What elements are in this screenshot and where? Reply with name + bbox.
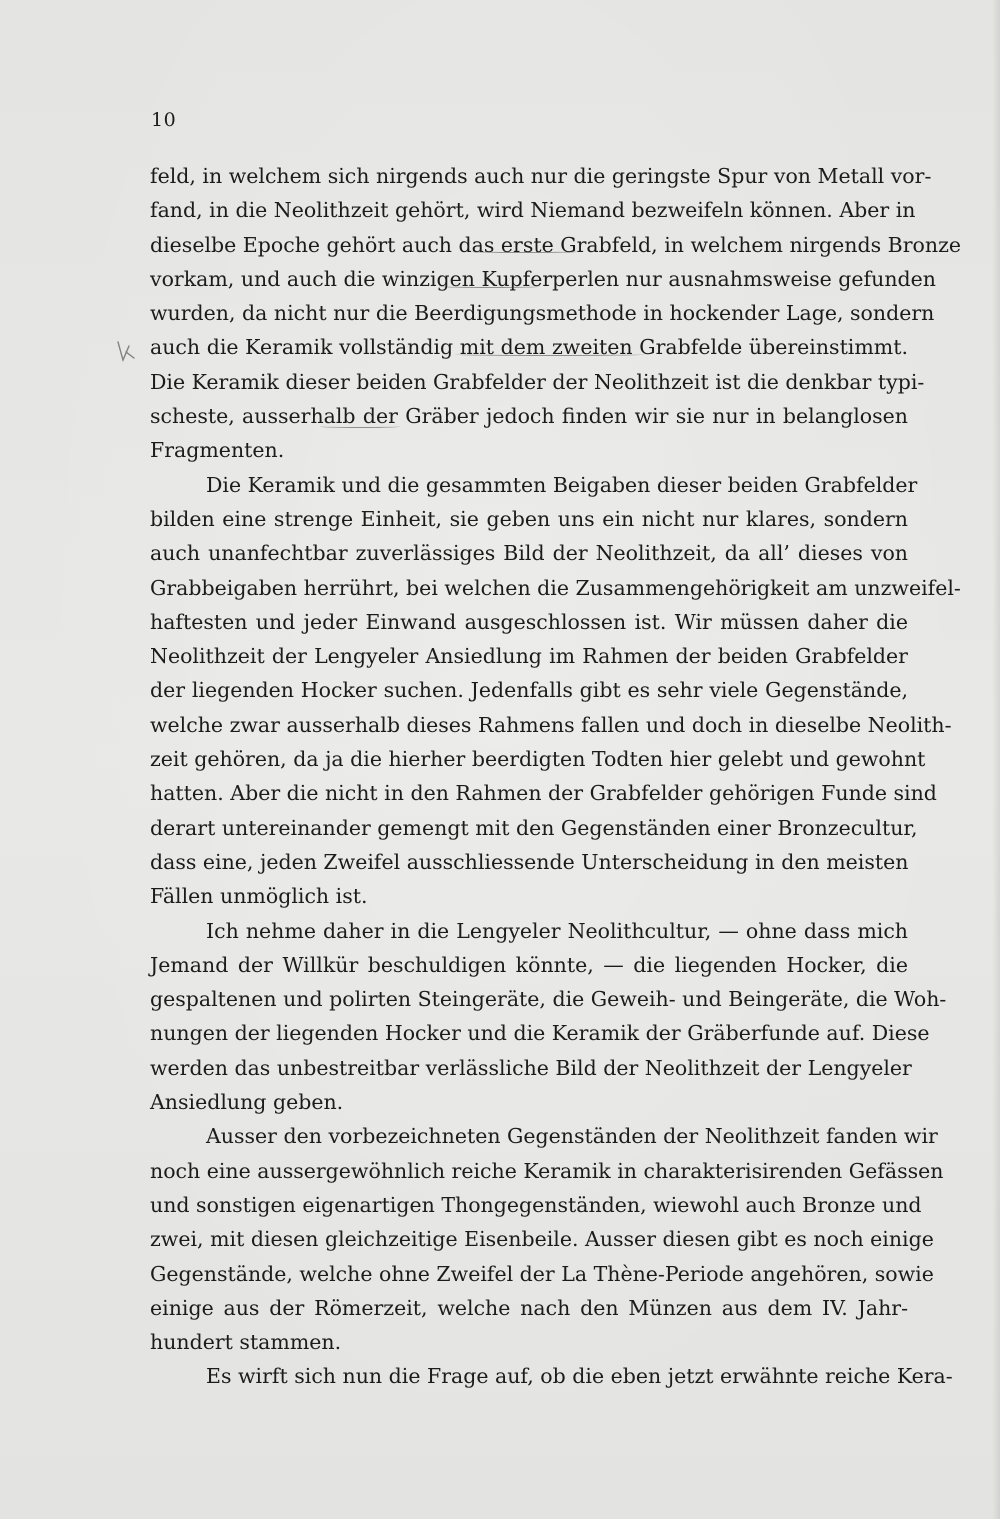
text-line: zwei, mit diesen gleichzeitige Eisenbeile. Ausser diesen gibt es noch einige [150,1227,934,1252]
text-line: einige aus der Römerzeit, welche nach den Münzen aus dem IV. Jahr- [150,1295,908,1320]
body-text [150,159,962,1394]
pencil-underline [320,425,400,428]
text-line: derart untereinander gemengt mit den Gegenständen einer Bronzecultur, [150,815,918,840]
text-line: Grabbeigaben herrührt, bei welchen die Zusammengehörigkeit am unzweifel- [150,575,961,600]
text-line: dass eine, jeden Zweifel ausschliessende Unterscheidung in den meisten [150,849,909,874]
text-line: feld, in welchem sich nirgends auch nur die geringste Spur von Metall vor- [150,164,932,188]
paragraph [150,914,947,1120]
text-line: Fällen unmöglich ist. [150,884,368,909]
text-line: Neolithzeit der Lengyeler Ansiedlung im Rahmen der beiden Grabfelder [150,644,908,669]
text-line: Ausser den vorbezeichneten Gegenständen der Neolithzeit fanden wir [206,1124,938,1149]
text-line: welche zwar ausserhalb dieses Rahmens fallen und doch in dieselbe Neolith- [150,712,952,737]
page-number: 10 [151,109,177,131]
paragraph [150,468,961,914]
text-line: gespaltenen und polirten Steingeräte, die Geweih- und Beingeräte, die Woh- [150,987,947,1012]
text-line: noch eine aussergewöhnlich reiche Keramik in charakterisirenden Gefässen [150,1158,944,1183]
paragraph [150,159,962,468]
text-line: auch unanfechtbar zuverlässiges Bild der Neolithzeit, da all’ dieses von [150,541,908,566]
text-line: bilden eine strenge Einheit, sie geben uns ein nicht nur klares, sondern [150,506,908,531]
text-line: Jemand der Willkür beschuldigen könnte, — die liegenden Hocker, die [150,952,908,977]
text-line: scheste, ausserhalb der Gräber jedoch finden wir sie nur in belanglosen [150,404,908,429]
text-line: Die Keramik dieser beiden Grabfelder der Neolithzeit ist die denkbar typi- [150,369,925,394]
pencil-margin-mark-icon [114,338,138,364]
pencil-underline [440,285,540,288]
text-line: hatten. Aber die nicht in den Rahmen der Grabfelder gehörigen Funde sind [150,781,937,806]
pencil-underline [455,353,645,356]
paragraph [150,1119,944,1359]
text-line: dieselbe Epoche gehört auch das erste Grabfeld, in welchem nirgends Bronze [150,232,962,257]
text-line: Fragmenten. [150,438,285,463]
text-line: werden das unbestreitbar verlässliche Bild der Neolithzeit der Lengyeler [150,1055,912,1080]
page-edge-shadow [992,0,1000,1519]
text-line: Gegenstände, welche ohne Zweifel der La Thène-Periode angehören, sowie [150,1261,934,1286]
text-line: und sonstigen eigenartigen Thongegenständen, wiewohl auch Bronze und [150,1192,922,1217]
text-line: Die Keramik und die gesammten Beigaben dieser beiden Grabfelder [206,472,918,497]
text-line: Es wirft sich nun die Frage auf, ob die eben jetzt erwähnte reiche Kera- [206,1364,953,1389]
text-line: zeit gehören, da ja die hierher beerdigten Todten hier gelebt und gewohnt [150,747,926,772]
text-line: fand, in die Neolithzeit gehört, wird Niemand bezweifeln können. Aber in [150,198,916,223]
text-line: nungen der liegenden Hocker und die Keramik der Gräberfunde auf. Diese [150,1021,930,1046]
text-line: wurden, da nicht nur die Beerdigungsmethode in hockender Lage, sondern [150,301,935,326]
text-line: haftesten und jeder Einwand ausgeschlossen ist. Wir müssen daher die [150,609,908,634]
text-line: der liegenden Hocker suchen. Jedenfalls gibt es sehr viele Gegenstände, [150,678,908,703]
text-line: auch die Keramik vollständig mit dem zweiten Grabfelde übereinstimmt. [150,335,908,360]
pencil-underline [470,250,580,253]
text-line: vorkam, und auch die winzigen Kupferperlen nur ausnahmsweise gefunden [150,266,937,291]
text-line: Ansiedlung geben. [150,1090,344,1115]
paragraph [150,1359,953,1393]
text-line: hundert stammen. [150,1330,342,1355]
text-line: Ich nehme daher in die Lengyeler Neolithcultur, — ohne dass mich [206,918,908,943]
